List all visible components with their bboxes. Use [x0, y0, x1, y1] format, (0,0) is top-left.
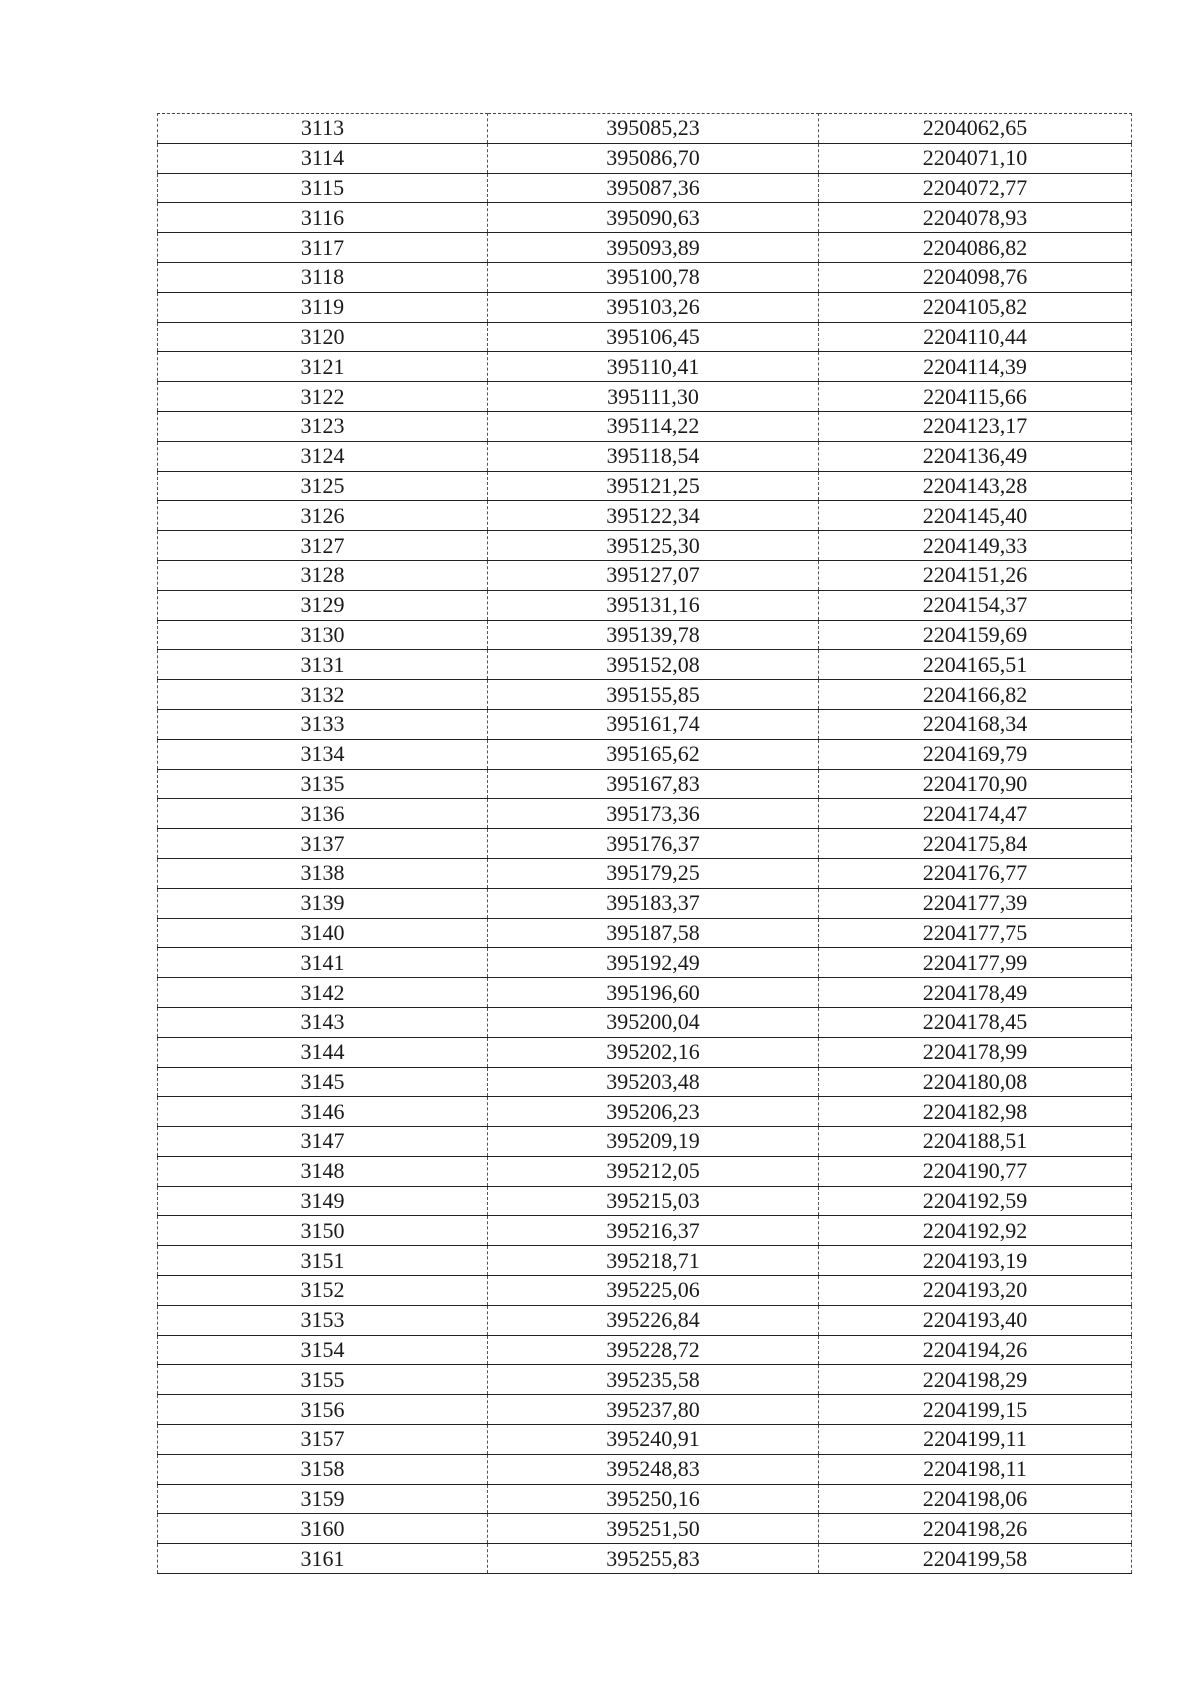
y-coordinate-cell: 2204143,28 [819, 471, 1132, 501]
point-number-cell: 3121 [158, 352, 488, 382]
table-row [158, 322, 1132, 352]
point-number-cell: 3159 [158, 1484, 488, 1514]
table-row [158, 1544, 1132, 1574]
point-number-cell: 3155 [158, 1365, 488, 1395]
x-coordinate-cell: 395110,41 [488, 352, 819, 382]
y-coordinate-cell: 2204199,58 [819, 1544, 1132, 1574]
table-row [158, 620, 1132, 650]
y-coordinate-cell: 2204062,65 [819, 114, 1132, 144]
y-coordinate-cell: 2204166,82 [819, 680, 1132, 710]
y-coordinate-cell: 2204170,90 [819, 769, 1132, 799]
table-row [158, 978, 1132, 1008]
table-row [158, 1305, 1132, 1335]
y-coordinate-cell: 2204198,06 [819, 1484, 1132, 1514]
table-row [158, 233, 1132, 263]
table-row [158, 1395, 1132, 1425]
y-coordinate-cell: 2204178,99 [819, 1037, 1132, 1067]
point-number-cell: 3139 [158, 888, 488, 918]
x-coordinate-cell: 395125,30 [488, 531, 819, 561]
point-number-cell: 3120 [158, 322, 488, 352]
x-coordinate-cell: 395103,26 [488, 292, 819, 322]
x-coordinate-cell: 395212,05 [488, 1156, 819, 1186]
x-coordinate-cell: 395118,54 [488, 441, 819, 471]
point-number-cell: 3129 [158, 590, 488, 620]
table-row [158, 590, 1132, 620]
coordinates-table-body [158, 114, 1132, 1574]
table-row [158, 173, 1132, 203]
point-number-cell: 3113 [158, 114, 488, 144]
x-coordinate-cell: 395250,16 [488, 1484, 819, 1514]
table-row [158, 352, 1132, 382]
y-coordinate-cell: 2204105,82 [819, 292, 1132, 322]
point-number-cell: 3149 [158, 1186, 488, 1216]
table-row [158, 1037, 1132, 1067]
point-number-cell: 3148 [158, 1156, 488, 1186]
table-row [158, 1365, 1132, 1395]
y-coordinate-cell: 2204078,93 [819, 203, 1132, 233]
y-coordinate-cell: 2204151,26 [819, 560, 1132, 590]
point-number-cell: 3125 [158, 471, 488, 501]
x-coordinate-cell: 395240,91 [488, 1425, 819, 1455]
point-number-cell: 3116 [158, 203, 488, 233]
y-coordinate-cell: 2204177,75 [819, 918, 1132, 948]
y-coordinate-cell: 2204098,76 [819, 262, 1132, 292]
y-coordinate-cell: 2204198,11 [819, 1454, 1132, 1484]
y-coordinate-cell: 2204154,37 [819, 590, 1132, 620]
point-number-cell: 3136 [158, 799, 488, 829]
y-coordinate-cell: 2204192,92 [819, 1216, 1132, 1246]
x-coordinate-cell: 395152,08 [488, 650, 819, 680]
table-row [158, 1007, 1132, 1037]
y-coordinate-cell: 2204193,40 [819, 1305, 1132, 1335]
x-coordinate-cell: 395226,84 [488, 1305, 819, 1335]
x-coordinate-cell: 395248,83 [488, 1454, 819, 1484]
x-coordinate-cell: 395192,49 [488, 948, 819, 978]
x-coordinate-cell: 395111,30 [488, 382, 819, 412]
point-number-cell: 3126 [158, 501, 488, 531]
x-coordinate-cell: 395085,23 [488, 114, 819, 144]
y-coordinate-cell: 2204193,19 [819, 1246, 1132, 1276]
y-coordinate-cell: 2204174,47 [819, 799, 1132, 829]
table-row [158, 1484, 1132, 1514]
table-row [158, 471, 1132, 501]
point-number-cell: 3137 [158, 829, 488, 859]
x-coordinate-cell: 395215,03 [488, 1186, 819, 1216]
y-coordinate-cell: 2204145,40 [819, 501, 1132, 531]
y-coordinate-cell: 2204180,08 [819, 1067, 1132, 1097]
point-number-cell: 3147 [158, 1127, 488, 1157]
point-number-cell: 3140 [158, 918, 488, 948]
point-number-cell: 3153 [158, 1305, 488, 1335]
point-number-cell: 3158 [158, 1454, 488, 1484]
x-coordinate-cell: 395202,16 [488, 1037, 819, 1067]
x-coordinate-cell: 395127,07 [488, 560, 819, 590]
table-row [158, 829, 1132, 859]
table-row [158, 1335, 1132, 1365]
point-number-cell: 3133 [158, 709, 488, 739]
point-number-cell: 3117 [158, 233, 488, 263]
coordinates-table [157, 113, 1132, 1574]
x-coordinate-cell: 395165,62 [488, 739, 819, 769]
point-number-cell: 3132 [158, 680, 488, 710]
x-coordinate-cell: 395087,36 [488, 173, 819, 203]
table-row [158, 1127, 1132, 1157]
x-coordinate-cell: 395086,70 [488, 143, 819, 173]
y-coordinate-cell: 2204188,51 [819, 1127, 1132, 1157]
table-row [158, 1454, 1132, 1484]
x-coordinate-cell: 395093,89 [488, 233, 819, 263]
x-coordinate-cell: 395114,22 [488, 411, 819, 441]
point-number-cell: 3130 [158, 620, 488, 650]
y-coordinate-cell: 2204192,59 [819, 1186, 1132, 1216]
y-coordinate-cell: 2204072,77 [819, 173, 1132, 203]
x-coordinate-cell: 395176,37 [488, 829, 819, 859]
table-row [158, 709, 1132, 739]
x-coordinate-cell: 395200,04 [488, 1007, 819, 1037]
point-number-cell: 3160 [158, 1514, 488, 1544]
point-number-cell: 3119 [158, 292, 488, 322]
y-coordinate-cell: 2204123,17 [819, 411, 1132, 441]
point-number-cell: 3143 [158, 1007, 488, 1037]
y-coordinate-cell: 2204193,20 [819, 1276, 1132, 1306]
table-row [158, 411, 1132, 441]
x-coordinate-cell: 395187,58 [488, 918, 819, 948]
table-row [158, 1276, 1132, 1306]
point-number-cell: 3138 [158, 858, 488, 888]
x-coordinate-cell: 395090,63 [488, 203, 819, 233]
table-row [158, 1156, 1132, 1186]
y-coordinate-cell: 2204177,99 [819, 948, 1132, 978]
y-coordinate-cell: 2204194,26 [819, 1335, 1132, 1365]
table-row [158, 203, 1132, 233]
point-number-cell: 3145 [158, 1067, 488, 1097]
table-row [158, 262, 1132, 292]
y-coordinate-cell: 2204178,49 [819, 978, 1132, 1008]
x-coordinate-cell: 395235,58 [488, 1365, 819, 1395]
x-coordinate-cell: 395100,78 [488, 262, 819, 292]
x-coordinate-cell: 395237,80 [488, 1395, 819, 1425]
table-row [158, 114, 1132, 144]
y-coordinate-cell: 2204136,49 [819, 441, 1132, 471]
x-coordinate-cell: 395131,16 [488, 590, 819, 620]
point-number-cell: 3114 [158, 143, 488, 173]
y-coordinate-cell: 2204178,45 [819, 1007, 1132, 1037]
point-number-cell: 3152 [158, 1276, 488, 1306]
table-row [158, 292, 1132, 322]
x-coordinate-cell: 395206,23 [488, 1097, 819, 1127]
point-number-cell: 3144 [158, 1037, 488, 1067]
y-coordinate-cell: 2204182,98 [819, 1097, 1132, 1127]
table-row [158, 382, 1132, 412]
y-coordinate-cell: 2204177,39 [819, 888, 1132, 918]
point-number-cell: 3150 [158, 1216, 488, 1246]
table-row [158, 143, 1132, 173]
y-coordinate-cell: 2204165,51 [819, 650, 1132, 680]
table-row [158, 1246, 1132, 1276]
x-coordinate-cell: 395106,45 [488, 322, 819, 352]
x-coordinate-cell: 395225,06 [488, 1276, 819, 1306]
y-coordinate-cell: 2204086,82 [819, 233, 1132, 263]
table-row [158, 948, 1132, 978]
point-number-cell: 3127 [158, 531, 488, 561]
point-number-cell: 3135 [158, 769, 488, 799]
x-coordinate-cell: 395216,37 [488, 1216, 819, 1246]
point-number-cell: 3156 [158, 1395, 488, 1425]
x-coordinate-cell: 395161,74 [488, 709, 819, 739]
point-number-cell: 3154 [158, 1335, 488, 1365]
point-number-cell: 3161 [158, 1544, 488, 1574]
table-row [158, 650, 1132, 680]
point-number-cell: 3118 [158, 262, 488, 292]
table-row [158, 858, 1132, 888]
y-coordinate-cell: 2204190,77 [819, 1156, 1132, 1186]
x-coordinate-cell: 395203,48 [488, 1067, 819, 1097]
y-coordinate-cell: 2204115,66 [819, 382, 1132, 412]
y-coordinate-cell: 2204169,79 [819, 739, 1132, 769]
x-coordinate-cell: 395251,50 [488, 1514, 819, 1544]
point-number-cell: 3146 [158, 1097, 488, 1127]
point-number-cell: 3141 [158, 948, 488, 978]
point-number-cell: 3134 [158, 739, 488, 769]
table-row [158, 680, 1132, 710]
table-row [158, 1514, 1132, 1544]
table-row [158, 888, 1132, 918]
table-row [158, 918, 1132, 948]
y-coordinate-cell: 2204198,29 [819, 1365, 1132, 1395]
x-coordinate-cell: 395122,34 [488, 501, 819, 531]
y-coordinate-cell: 2204071,10 [819, 143, 1132, 173]
table-row [158, 1097, 1132, 1127]
point-number-cell: 3123 [158, 411, 488, 441]
x-coordinate-cell: 395255,83 [488, 1544, 819, 1574]
table-row [158, 799, 1132, 829]
point-number-cell: 3157 [158, 1425, 488, 1455]
point-number-cell: 3128 [158, 560, 488, 590]
x-coordinate-cell: 395167,83 [488, 769, 819, 799]
x-coordinate-cell: 395196,60 [488, 978, 819, 1008]
table-row [158, 501, 1132, 531]
table-row [158, 1425, 1132, 1455]
y-coordinate-cell: 2204149,33 [819, 531, 1132, 561]
table-row [158, 1216, 1132, 1246]
y-coordinate-cell: 2204110,44 [819, 322, 1132, 352]
point-number-cell: 3122 [158, 382, 488, 412]
y-coordinate-cell: 2204159,69 [819, 620, 1132, 650]
table-row [158, 769, 1132, 799]
x-coordinate-cell: 395228,72 [488, 1335, 819, 1365]
y-coordinate-cell: 2204199,11 [819, 1425, 1132, 1455]
point-number-cell: 3124 [158, 441, 488, 471]
point-number-cell: 3115 [158, 173, 488, 203]
x-coordinate-cell: 395155,85 [488, 680, 819, 710]
table-row [158, 1067, 1132, 1097]
point-number-cell: 3151 [158, 1246, 488, 1276]
x-coordinate-cell: 395173,36 [488, 799, 819, 829]
y-coordinate-cell: 2204199,15 [819, 1395, 1132, 1425]
table-row [158, 441, 1132, 471]
point-number-cell: 3131 [158, 650, 488, 680]
y-coordinate-cell: 2204175,84 [819, 829, 1132, 859]
y-coordinate-cell: 2204168,34 [819, 709, 1132, 739]
table-row [158, 1186, 1132, 1216]
table-row [158, 739, 1132, 769]
x-coordinate-cell: 395183,37 [488, 888, 819, 918]
x-coordinate-cell: 395218,71 [488, 1246, 819, 1276]
y-coordinate-cell: 2204114,39 [819, 352, 1132, 382]
y-coordinate-cell: 2204176,77 [819, 858, 1132, 888]
x-coordinate-cell: 395121,25 [488, 471, 819, 501]
y-coordinate-cell: 2204198,26 [819, 1514, 1132, 1544]
x-coordinate-cell: 395139,78 [488, 620, 819, 650]
point-number-cell: 3142 [158, 978, 488, 1008]
x-coordinate-cell: 395179,25 [488, 858, 819, 888]
table-row [158, 560, 1132, 590]
x-coordinate-cell: 395209,19 [488, 1127, 819, 1157]
table-row [158, 531, 1132, 561]
